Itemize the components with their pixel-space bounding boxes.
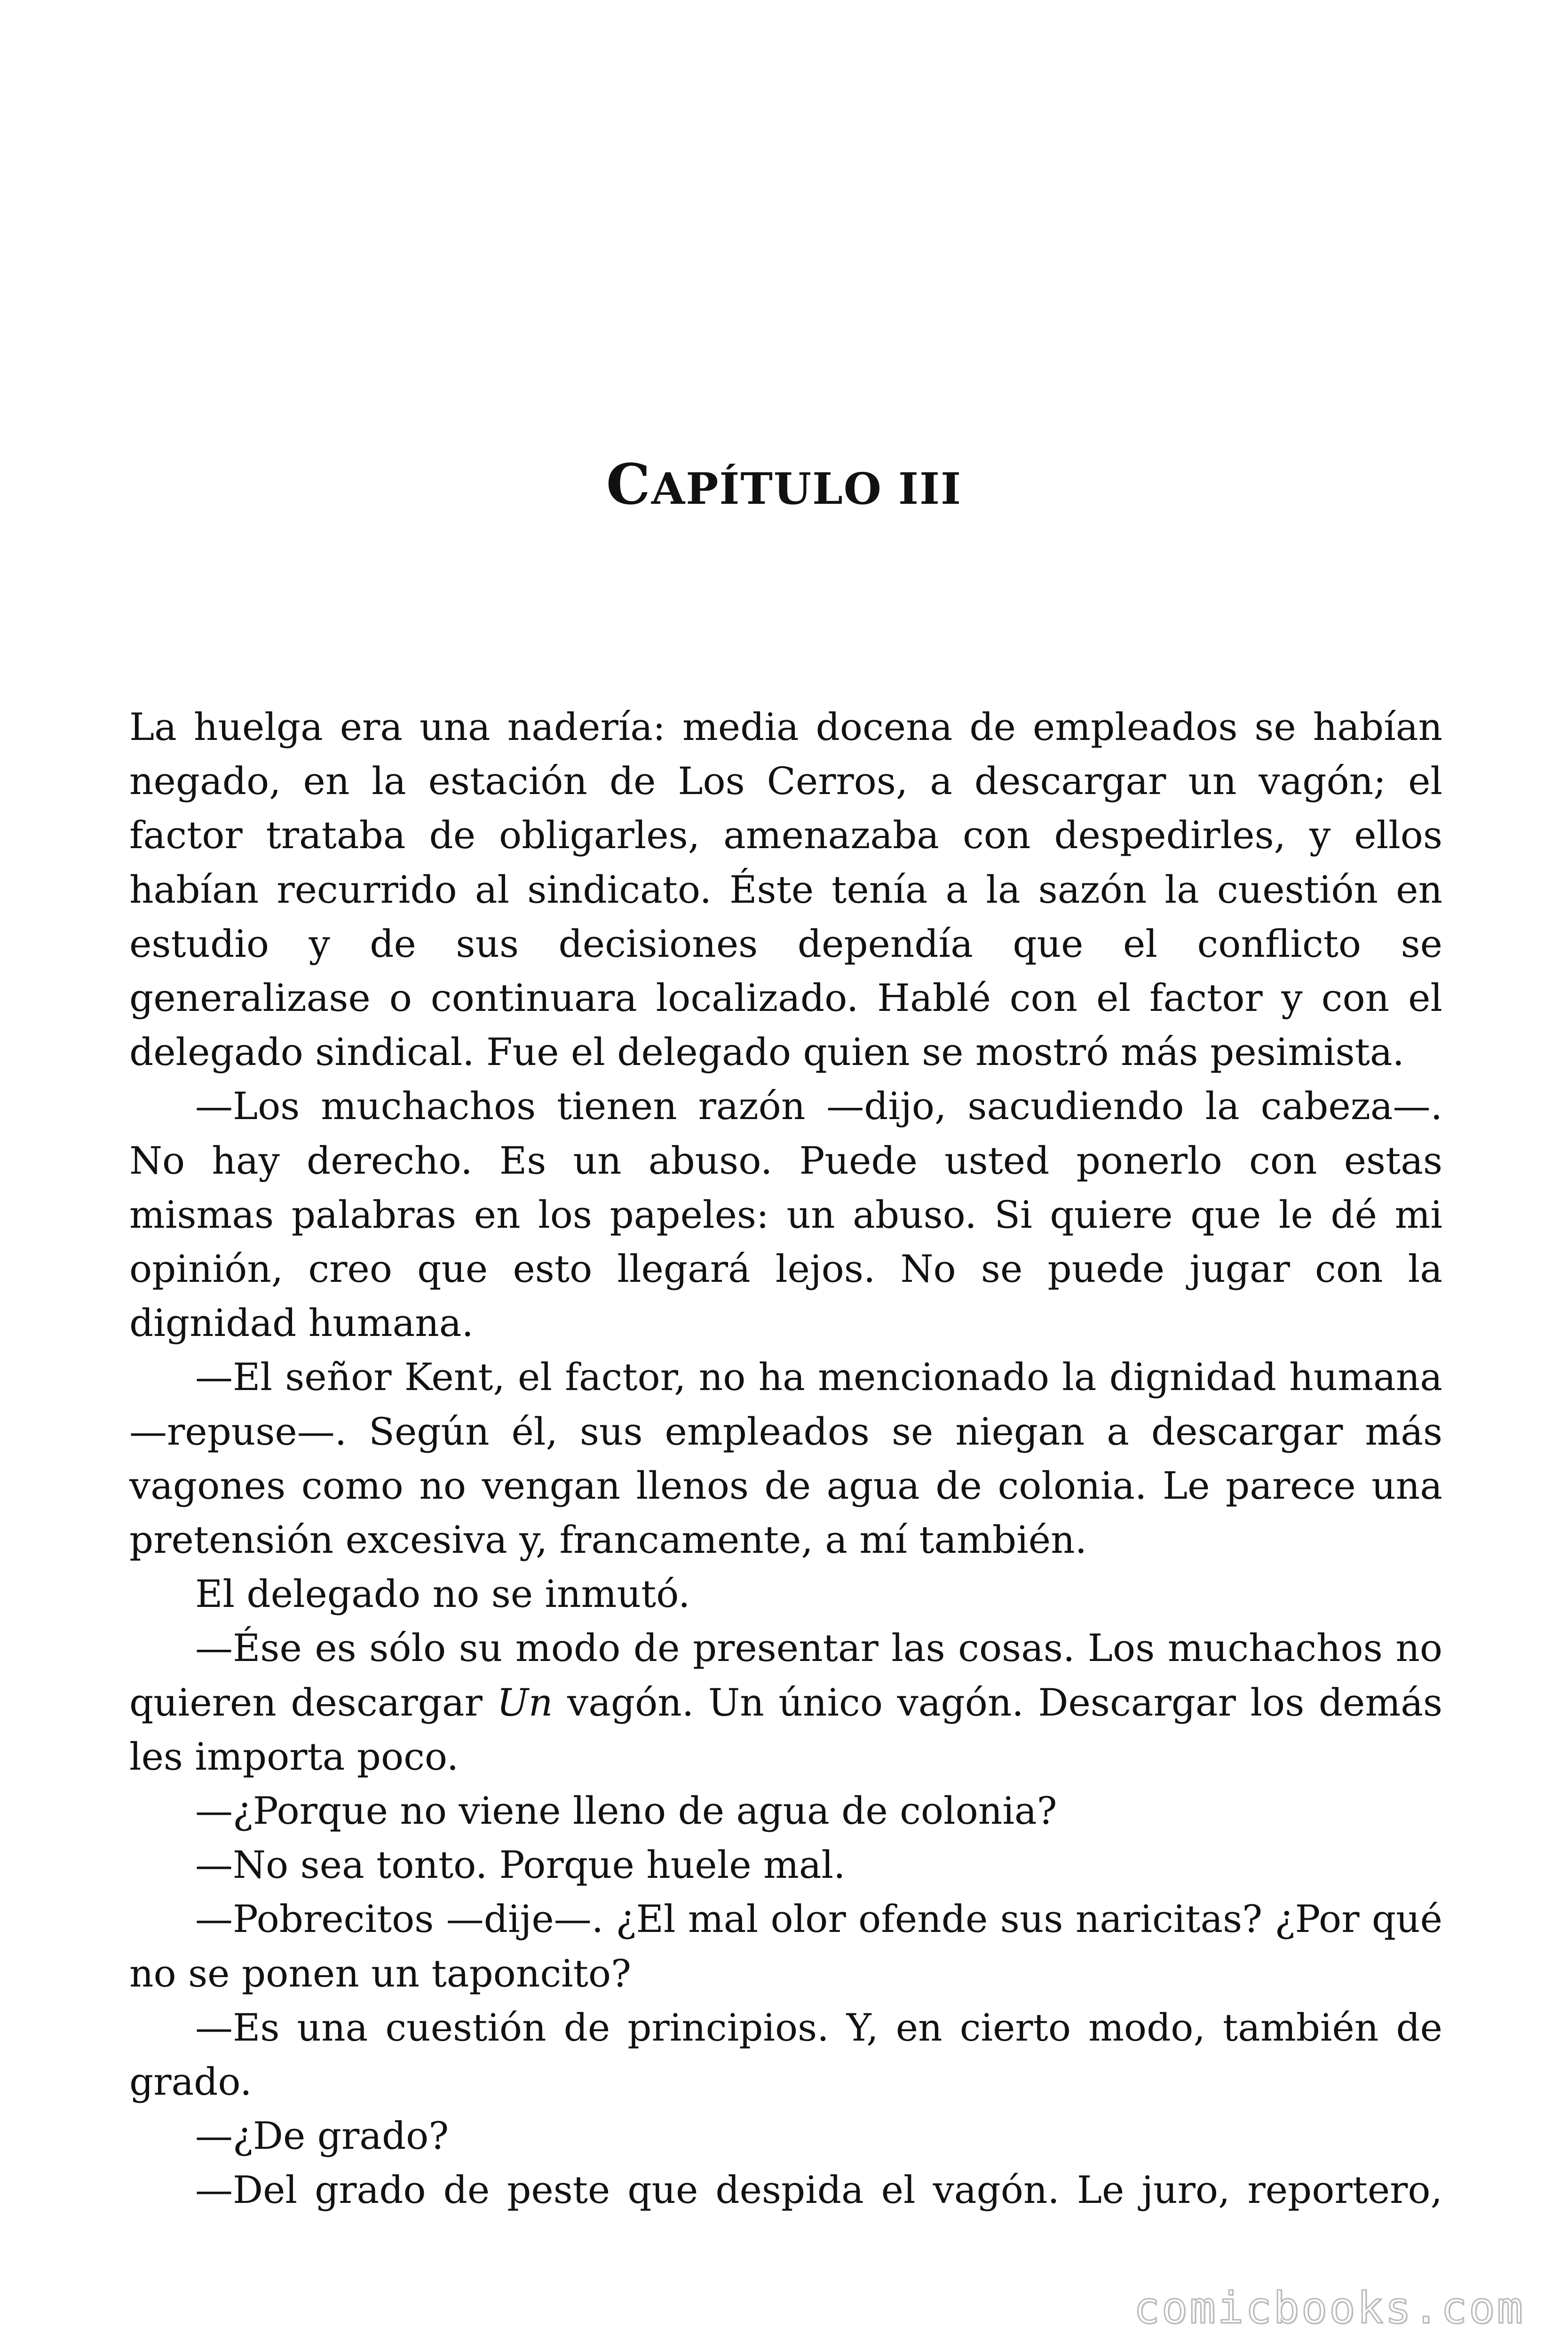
- chapter-title-rest: APÍTULO III: [651, 463, 962, 514]
- paragraph: —¿De grado?: [195, 2114, 449, 2158]
- paragraph: —Los muchachos tienen razón —dijo, sacudiendo la cabeza—. No hay derecho. Es un abuso. Puede usted ponerlo con estas mismas palabras en los papeles: un abuso. Si quiere que le dé mi opinión, creo que esto llegará lejos. No se puede jugar con la dignidad humana.: [129, 1084, 1442, 1345]
- watermark: comicbooks.com: [1133, 2283, 1525, 2333]
- paragraph: —Pobrecitos —dije—. ¿El mal olor ofende sus naricitas? ¿Por qué no se ponen un taponcito?: [129, 1897, 1442, 1995]
- paragraph: —Es una cuestión de principios. Y, en cierto modo, también de grado.: [129, 2005, 1442, 2104]
- paragraph: —Del grado de peste que despida el vagón. Le juro, reportero,: [195, 2168, 1442, 2212]
- paragraph: —No sea tonto. Porque huele mal.: [195, 1843, 846, 1887]
- emphasis-text: Un: [497, 1680, 553, 1724]
- chapter-title-initial: C: [606, 452, 651, 517]
- chapter-title: [0, 452, 1568, 517]
- paragraph: —El señor Kent, el factor, no ha mencionado la dignidad humana —repuse—. Según él, sus empleados se niegan a descargar más vagones como no vengan llenos de agua de colonia. Le parece una pretensión excesiva y, francamente, a mí también.: [129, 1355, 1442, 1562]
- paragraph: El delegado no se inmutó.: [195, 1572, 690, 1616]
- paragraph: —¿Porque no viene lleno de agua de colonia?: [195, 1789, 1057, 1833]
- paragraph: La huelga era una nadería: media docena de empleados se habían negado, en la estación de Los Cerros, a descargar un vagón; el factor trataba de obligarles, amenazaba con despedirles, y ellos habían recurrido al sindicato. Éste tenía a la sazón la cuestión en estudio y de sus decisiones dependía que el conflicto se generalizase o continuara localizado. Hablé con el factor y con el delegado sindical. Fue el delegado quien se mostró más pesimista.: [129, 705, 1442, 1074]
- paragraph-text: —Ése es sólo su modo de presentar las cosas. Los muchachos no quieren descargar: [129, 1626, 1442, 1724]
- chapter-body: [129, 700, 1442, 2217]
- paragraph-text: vagón. Un único vagón. Descargar los demás les importa poco.: [129, 1680, 1443, 1779]
- paragraph: [129, 1621, 1442, 1784]
